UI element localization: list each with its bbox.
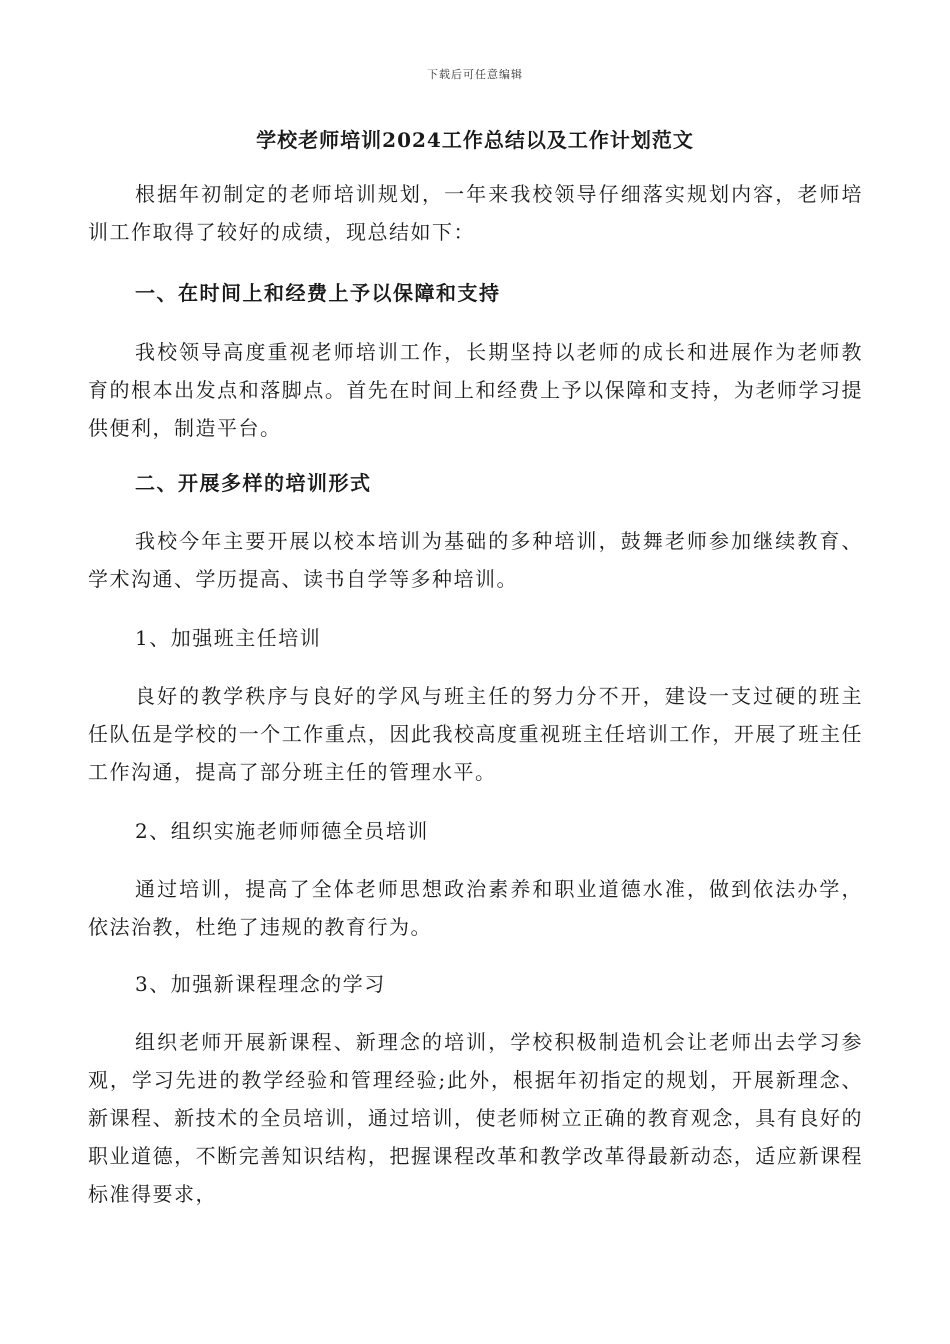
item-3-title-block xyxy=(88,965,863,1003)
item-3-body-block xyxy=(88,1023,863,1213)
item-3-paragraph: 组织老师开展新课程、新理念的培训，学校积极制造机会让老师出去学习参观，学习先进的教学经验和管理经验;此外，根据年初指定的规划，开展新理念、新课程、新技术的全员培训，通过培训，使老师树立正确的教育观念，具有良好的职业道德，不断完善知识结构，把握课程改革和教学改革得最新动态，适应新课程标准得要求， xyxy=(88,1030,863,1206)
section-2-paragraph: 我校今年主要开展以校本培训为基础的多种培训，鼓舞老师参加继续教育、学术沟通、学历提高、读书自学等多种培训。 xyxy=(88,529,863,591)
section-1-heading: 一、在时间上和经费上予以保障和支持 xyxy=(135,281,501,305)
item-2-body-block xyxy=(88,870,863,946)
item-2-title: 2、组织实施老师师德全员培训 xyxy=(135,819,429,843)
item-1-paragraph: 良好的教学秩序与良好的学风与班主任的努力分不开，建设一支过硬的班主任队伍是学校的一个工作重点，因此我校高度重视班主任培训工作，开展了班主任工作沟通，提高了部分班主任的管理水平。 xyxy=(88,684,863,784)
section-2-heading-block xyxy=(88,464,863,502)
intro-block xyxy=(88,175,863,251)
item-1-title-block xyxy=(88,619,863,657)
item-1-title: 1、加强班主任培训 xyxy=(135,626,322,650)
intro-paragraph: 根据年初制定的老师培训规划，一年来我校领导仔细落实规划内容，老师培训工作取得了较好的成绩，现总结如下： xyxy=(88,182,863,244)
section-1-paragraph: 我校领导高度重视老师培训工作，长期坚持以老师的成长和进展作为老师教育的根本出发点和落脚点。首先在时间上和经费上予以保障和支持，为老师学习提供便利，制造平台。 xyxy=(88,340,863,440)
item-2-title-block xyxy=(88,812,863,850)
section-1-heading-block xyxy=(88,274,863,312)
item-2-paragraph: 通过培训，提高了全体老师思想政治素养和职业道德水准，做到依法办学，依法治教，杜绝了违规的教育行为。 xyxy=(88,877,863,939)
item-3-title: 3、加强新课程理念的学习 xyxy=(135,972,386,996)
section-2-body-block xyxy=(88,522,863,598)
document-title: 学校老师培训2024工作总结以及工作计划范文 xyxy=(256,128,694,152)
item-1-body-block xyxy=(88,677,863,791)
header-note: 下载后可任意编辑 xyxy=(427,68,523,81)
section-2-heading: 二、开展多样的培训形式 xyxy=(135,471,372,495)
section-1-body-block xyxy=(88,333,863,447)
